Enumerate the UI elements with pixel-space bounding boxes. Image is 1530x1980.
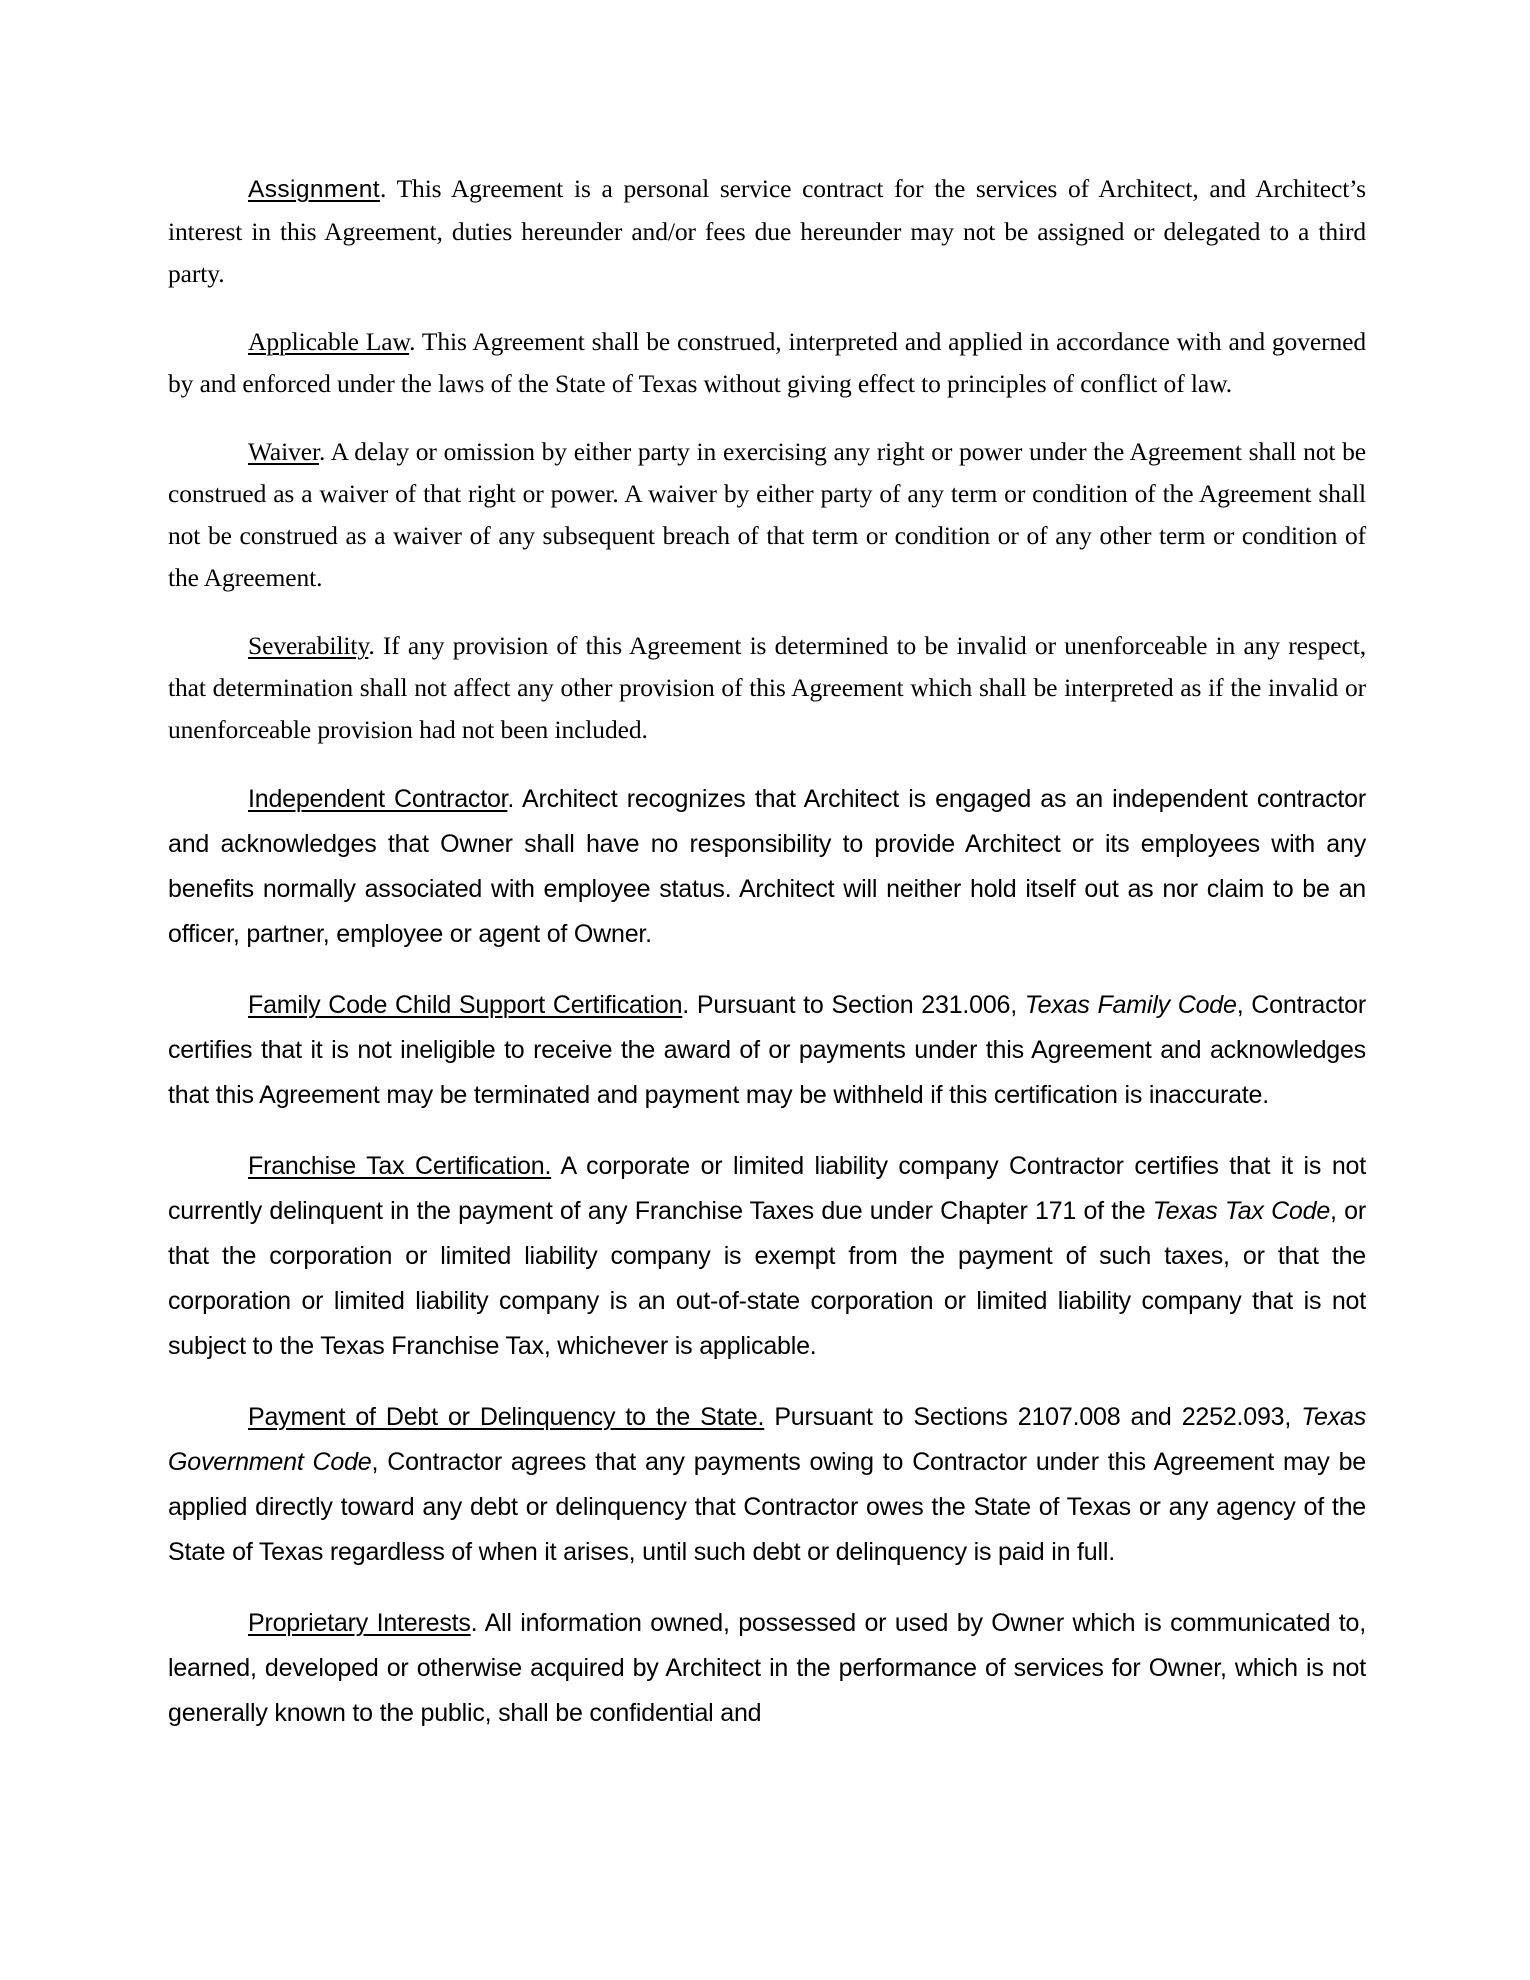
citation-texas-tax-code: Texas Tax Code [1152,1197,1331,1225]
paragraph-severability [168,625,1366,751]
serif-section [168,168,1366,751]
body-family-code-part-2: , Contractor certifies that it is not ineligible to receive the award of or payments under this Agreement and acknowledges that this Agreement may be terminated and payment may be withheld if this certification is inaccurate. [168,991,1367,1109]
heading-franchise-tax-certification: Franchise Tax Certification. [248,1152,552,1180]
sans-section [168,777,1366,1736]
body-payment-of-debt-part-1: Pursuant to Sections 2107.008 and 2252.093, [764,1403,1302,1431]
paragraph-proprietary-interests [168,1601,1366,1736]
paragraph-franchise-tax-certification [168,1144,1366,1369]
paragraph-applicable-law [168,321,1366,405]
heading-family-code-child-support-certification: Family Code Child Support Certification [248,991,683,1019]
citation-texas-government-code: Texas Government Code [168,1403,1367,1476]
heading-payment-of-debt-or-delinquency-to-the-state: Payment of Debt or Delinquency to the State. [248,1403,765,1431]
document-body [168,168,1366,1762]
body-franchise-tax-part-1: A corporate or limited liability company Contractor certifies that it is not currently delinquent in the payment of any Franchise Taxes due under Chapter 171 of the [168,1152,1366,1225]
body-assignment: . This Agreement is a personal service contract for the services of Architect, and Architect’s interest in this Agreement, duties hereunder and/or fees due hereunder may not be assigned or delegated to a third party. [168,174,1366,288]
paragraph-family-code-child-support-certification [168,983,1366,1118]
body-proprietary-interests: . All information owned, possessed or used by Owner which is communicated to, learned, developed or otherwise acquired by Architect in the performance of services for Owner, which is not generally known to the public, shall be confidential and [168,1609,1366,1727]
body-independent-contractor: . Architect recognizes that Architect is engaged as an independent contractor and acknowledges that Owner shall have no responsibility to provide Architect or its employees with any benefits normally associated with employee status. Architect will neither hold itself out as nor claim to be an officer, partner, employee or agent of Owner. [168,785,1367,948]
body-severability: . If any provision of this Agreement is determined to be invalid or unenforceable in any respect, that determination shall not affect any other provision of this Agreement which shall be interpreted as if the invalid or unenforceable provision had not been included. [168,631,1366,744]
heading-waiver: Waiver [248,437,319,466]
body-payment-of-debt-part-2: , Contractor agrees that any payments owing to Contractor under this Agreement may be applied directly toward any debt or delinquency that Contractor owes the State of Texas or any agency of the State of Texas regardless of when it arises, until such debt or delinquency is paid in full. [168,1448,1366,1566]
heading-applicable-law: Applicable Law [248,327,410,356]
paragraph-waiver [168,431,1366,599]
body-applicable-law: . This Agreement shall be construed, interpreted and applied in accordance with and governed by and enforced under the laws of the State of Texas without giving effect to principles of conflict of law. [168,327,1366,398]
heading-proprietary-interests: Proprietary Interests [248,1609,471,1637]
paragraph-assignment [168,168,1366,295]
heading-assignment: Assignment [248,176,381,203]
body-franchise-tax-part-2: , or that the corporation or limited liability company is exempt from the payment of such taxes, or that the corporation or limited liability company is an out-of-state corporation or limited liability company that is not subject to the Texas Franchise Tax, whichever is applicable. [168,1197,1366,1360]
body-waiver: . A delay or omission by either party in exercising any right or power under the Agreement shall not be construed as a waiver of that right or power. A waiver by either party of any term or condition of the Agreement shall not be construed as a waiver of any subsequent breach of that term or condition or of any other term or condition of the Agreement. [168,437,1366,592]
paragraph-independent-contractor [168,777,1366,957]
heading-independent-contractor: Independent Contractor [248,785,508,813]
heading-severability: Severability [248,631,369,660]
paragraph-payment-of-debt-or-delinquency-to-the-state [168,1395,1366,1575]
citation-texas-family-code: Texas Family Code [1024,991,1237,1019]
body-family-code-part-1: . Pursuant to Section 231.006, [682,991,1025,1019]
